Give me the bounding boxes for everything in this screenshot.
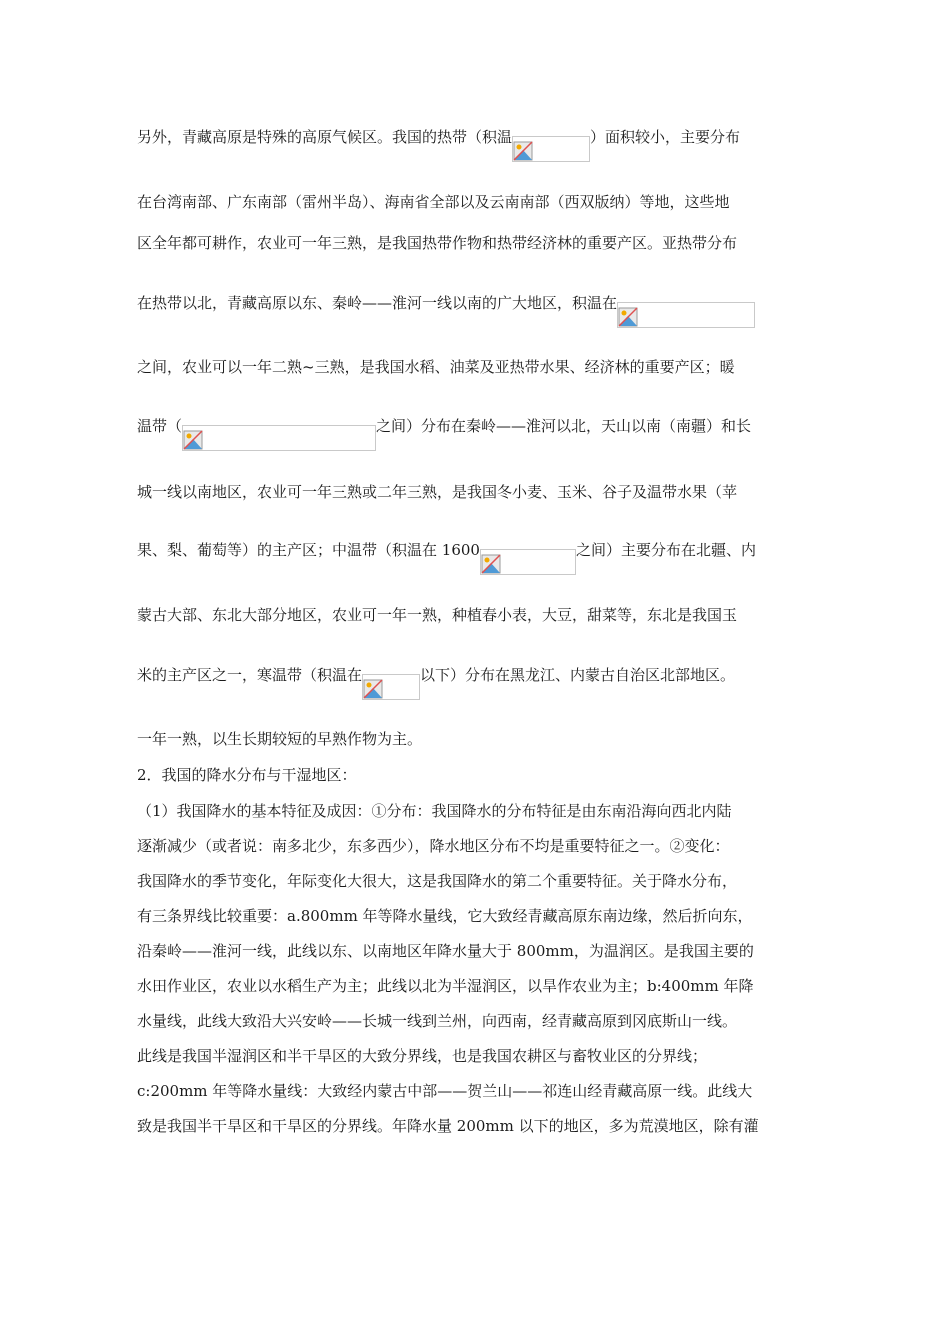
- paragraph-line: [137, 481, 737, 503]
- line-text: 水量线，此线大致沿大兴安岭——长城一线到兰州，向西南，经青藏高原到冈底斯山一线。: [137, 1012, 738, 1030]
- paragraph-line: [137, 292, 755, 314]
- line-text: 有三条界线比较重要：a.800mm 年等降水量线，它大致经青藏高原东南边缘，然后折向东，: [137, 907, 753, 925]
- paragraph-line: [137, 356, 735, 378]
- line-text: 之间）分布在秦岭——淮河以北，天山以南（南疆）和长: [376, 417, 752, 435]
- line-text: 温带（: [137, 417, 183, 435]
- line-text: （1）我国降水的基本特征及成因：①分布：我国降水的分布特征是由东南沿海向西北内陆: [137, 802, 732, 820]
- paragraph-line: [137, 800, 732, 822]
- line-text: 逐渐减少（或者说：南多北少，东多西少），降水地区分布不均是重要特征之一。②变化：: [137, 837, 730, 855]
- paragraph-line: [137, 415, 751, 437]
- paragraph-line: [137, 870, 737, 892]
- line-text: 我国降水的季节变化，年际变化大很大，这是我国降水的第二个重要特征。关于降水分布，: [137, 872, 738, 890]
- paragraph-line: [137, 905, 753, 927]
- line-text: 区全年都可耕作，农业可一年三熟，是我国热带作物和热带经济林的重要产区。亚热带分布: [137, 234, 738, 252]
- broken-image-icon: [362, 674, 420, 700]
- line-text: 之间）主要分布在北疆、内: [575, 541, 756, 559]
- paragraph-line: [137, 191, 730, 213]
- paragraph-line: [137, 1115, 759, 1137]
- line-text: 此线是我国半湿润区和半干旱区的大致分界线，也是我国农耕区与畜牧业区的分界线；: [137, 1047, 708, 1065]
- section-heading: [137, 764, 357, 786]
- line-text: 果、梨、葡萄等）的主产区；中温带（积温在 1600: [137, 541, 480, 559]
- line-text: 另外，青藏高原是特殊的高原气候区。我国的热带（积温: [137, 128, 513, 146]
- paragraph-line: [137, 126, 740, 148]
- line-text: 在热带以北，青藏高原以东、秦岭——淮河一线以南的广大地区，积温在: [137, 294, 618, 312]
- paragraph-line: [137, 232, 737, 254]
- line-text: 蒙古大部、东北大部分地区，农业可一年一熟，种植春小表，大豆，甜菜等，东北是我国玉: [137, 606, 738, 624]
- paragraph-line: [137, 664, 735, 686]
- paragraph-line: [137, 604, 737, 626]
- line-text: 2．我国的降水分布与干湿地区：: [137, 766, 357, 784]
- broken-image-icon: [512, 136, 590, 162]
- line-text: 一年一熟，以生长期较短的早熟作物为主。: [137, 730, 423, 748]
- line-text: 水田作业区，农业以水稻生产为主；此线以北为半湿润区，以旱作农业为主；b:400mm 年降: [137, 977, 754, 995]
- line-text: c:200mm 年等降水量线：大致经内蒙古中部——贺兰山——祁连山经青藏高原一线。此线大: [137, 1082, 753, 1100]
- line-text: 在台湾南部、广东南部（雷州半岛）、海南省全部以及云南南部（西双版纳）等地，这些地: [137, 193, 730, 211]
- line-text: 米的主产区之一，寒温带（积温在: [137, 666, 363, 684]
- paragraph-line: [137, 835, 730, 857]
- line-text: 以下）分布在黑龙江、内蒙古自治区北部地区。: [420, 666, 736, 684]
- broken-image-icon: [182, 425, 376, 451]
- line-text: 沿秦岭——淮河一线，此线以东、以南地区年降水量大于 800mm，为温润区。是我国主要的: [137, 942, 754, 960]
- line-text: 致是我国半干旱区和干旱区的分界线。年降水量 200mm 以下的地区，多为荒漠地区，除有灌: [137, 1117, 759, 1135]
- paragraph-line: [137, 1080, 752, 1102]
- paragraph-line: [137, 1010, 737, 1032]
- line-text: ）面积较小，主要分布: [590, 128, 741, 146]
- line-text: 之间，农业可以一年二熟~三熟，是我国水稻、油菜及亚热带水果、经济林的重要产区；暖: [137, 358, 735, 376]
- paragraph-line: [137, 728, 422, 750]
- paragraph-line: [137, 539, 756, 561]
- paragraph-line: [137, 940, 754, 962]
- paragraph-line: [137, 1045, 707, 1067]
- broken-image-icon: [617, 302, 755, 328]
- line-text: 城一线以南地区，农业可一年三熟或二年三熟，是我国冬小麦、玉米、谷子及温带水果（苹: [137, 483, 738, 501]
- broken-image-icon: [480, 549, 576, 575]
- paragraph-line: [137, 975, 754, 997]
